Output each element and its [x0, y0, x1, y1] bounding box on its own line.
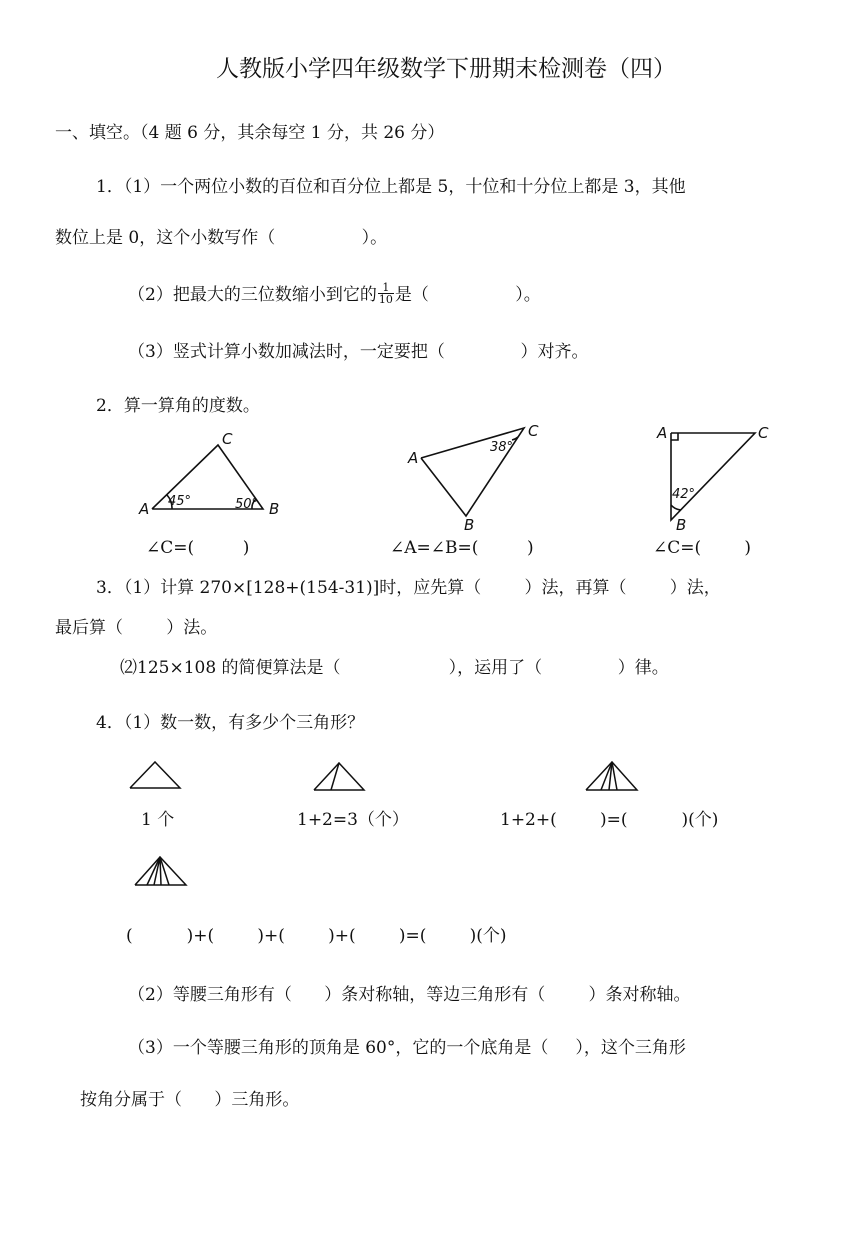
q4-part3-line1: （3）一个等腰三角形的顶角是 60°，它的一个底角是（ ），这个三角形 [128, 1038, 686, 1058]
q1-part2-suffix: 是（ ）。 [394, 285, 541, 305]
fraction-denominator: 10 [378, 293, 393, 306]
tri3-label-c: C [758, 424, 769, 442]
tri3-label-a: A [657, 424, 668, 442]
tri2-label-b: B [464, 516, 475, 534]
tri2-answer: ∠A=∠B=( ) [390, 538, 534, 558]
q4-part3-line2: 按角分属于（ ）三角形。 [80, 1090, 300, 1110]
q3-line2: 最后算（ ）法。 [55, 618, 218, 638]
q1-part2-prefix: （2）把最大的三位数缩小到它的 [128, 285, 377, 305]
tri1-answer: ∠C=( ) [146, 538, 250, 558]
tri1-label-c: C [222, 430, 233, 448]
count-triangle-2 [314, 763, 364, 790]
tri1-label-b: B [269, 500, 280, 518]
q3-part2: ⑵125×108 的简便算法是（ ），运用了（ ）律。 [120, 658, 669, 678]
count-triangle-3 [586, 762, 637, 790]
tri1-angle-a: 45° [168, 494, 192, 509]
tri1-label-a: A [139, 500, 150, 518]
tri3-angle-b: 42° [672, 487, 696, 502]
count-label-1: 1 个 [141, 810, 175, 830]
q2-heading: 2．算一算角的度数。 [96, 396, 260, 416]
count-triangle-4 [135, 857, 186, 885]
q1-part3: （3）竖式计算小数加减法时，一定要把（ ）对齐。 [128, 342, 589, 362]
q3-line1: 3．（1）计算 270×[128+(154-31)]时，应先算（ ）法，再算（ ）法， [96, 578, 721, 598]
fraction-numerator: 1 [378, 282, 394, 294]
q1-line2: 数位上是 0，这个小数写作（ ）。 [55, 228, 388, 248]
tri2-label-a: A [408, 449, 419, 467]
triangle-3 [671, 433, 755, 520]
tri2-label-c: C [528, 422, 539, 440]
tri1-angle-b: 50° [235, 497, 259, 512]
page-title: 人教版小学四年级数学下册期末检测卷（四） [216, 56, 676, 82]
count-label-3: 1+2+( )=( )(个) [500, 810, 719, 830]
section-heading: 一、填空。（4 题 6 分，其余每空 1 分，共 26 分） [55, 123, 445, 143]
count-triangle-1 [130, 762, 180, 788]
q1-line1: 1．（1）一个两位小数的百位和百分位上都是 5，十位和十分位上都是 3，其他 [96, 177, 686, 197]
q4-part1: 4．（1）数一数，有多少个三角形？ [96, 713, 365, 733]
count-sum-line: ( )+( )+( )+( )=( )(个) [126, 926, 507, 946]
tri3-answer: ∠C=( ) [653, 538, 751, 558]
q4-part2: （2）等腰三角形有（ ）条对称轴，等边三角形有（ ）条对称轴。 [128, 985, 691, 1005]
tri3-label-b: B [676, 516, 687, 534]
count-label-2: 1+2=3（个） [297, 810, 409, 830]
tri2-angle-c: 38° [490, 440, 514, 455]
